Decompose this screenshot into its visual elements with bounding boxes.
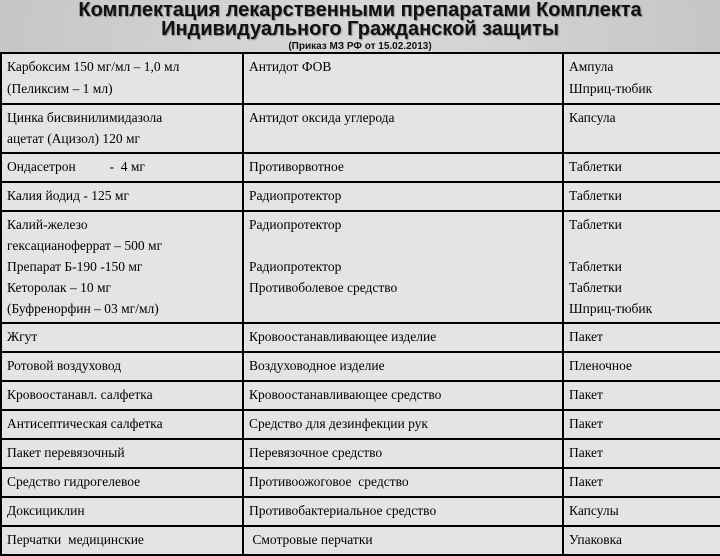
purpose-text: Противобактериальное средство [249, 503, 437, 518]
table-row [1, 323, 720, 352]
drug-text: Ротовой воздуховод [7, 358, 122, 373]
drug-text: Цинка бисвинилимидазола [7, 110, 163, 125]
table-row [1, 497, 720, 526]
purpose-text: Воздуховодное изделие [249, 358, 385, 373]
purpose-text: Антидот оксида углерода [249, 110, 395, 125]
drug-cell [1, 468, 243, 497]
purpose-text: Радиопротектор [249, 259, 342, 274]
form-cell [563, 211, 720, 323]
purpose-text: Перевязочное средство [249, 445, 383, 460]
purpose-cell [243, 182, 563, 211]
form-text: Капсула [569, 110, 616, 125]
drug-text: Препарат Б-190 -150 мг [7, 259, 143, 274]
drug-cell [1, 526, 243, 555]
form-text: Упаковка [569, 532, 622, 547]
drug-text: Перчатки медицинские [7, 532, 144, 547]
form-cell [563, 526, 720, 555]
table-row [1, 410, 720, 439]
form-cell [563, 53, 720, 104]
purpose-text: Противорвотное [249, 159, 344, 174]
purpose-cell [243, 53, 563, 104]
purpose-cell [243, 410, 563, 439]
table-row [1, 352, 720, 381]
drug-text: (Буфренорфин – 03 мг/мл) [7, 301, 159, 316]
table-row [1, 211, 720, 323]
form-cell [563, 468, 720, 497]
table-row [1, 153, 720, 182]
table-row [1, 468, 720, 497]
form-text: Таблетки [569, 280, 622, 295]
table-row [1, 439, 720, 468]
purpose-text: Кровоостанавливающее изделие [249, 329, 437, 344]
drug-cell [1, 211, 243, 323]
form-text: Пакет [569, 387, 603, 402]
purpose-cell [243, 104, 563, 153]
page-title-line-2: Индивидуального Гражданской защиты [161, 18, 559, 40]
purpose-text: Радиопротектор [249, 188, 342, 203]
drug-cell [1, 352, 243, 381]
purpose-cell [243, 211, 563, 323]
drug-cell [1, 439, 243, 468]
purpose-cell [243, 153, 563, 182]
form-text: Таблетки [569, 259, 622, 274]
form-cell [563, 410, 720, 439]
form-text: Ампула [569, 59, 614, 74]
page-title-line-1: Комплектация лекарственными препаратами Комплекта [78, 0, 642, 21]
drug-text: Кровоостанавл. салфетка [7, 387, 153, 402]
table-row [1, 53, 720, 104]
table-row [1, 526, 720, 555]
form-text: Шприц-тюбик [569, 81, 653, 96]
form-text: Таблетки [569, 188, 622, 203]
drug-text: Пакет перевязочный [7, 445, 125, 460]
form-text: Пакет [569, 416, 603, 431]
form-cell [563, 153, 720, 182]
drug-text: ацетат (Ацизол) 120 мг [7, 131, 141, 146]
purpose-cell [243, 439, 563, 468]
drug-cell [1, 381, 243, 410]
purpose-cell [243, 381, 563, 410]
form-text: Шприц-тюбик [569, 301, 653, 316]
drug-text: Средство гидрогелевое [7, 474, 141, 489]
drug-cell [1, 497, 243, 526]
form-cell [563, 323, 720, 352]
drug-cell [1, 410, 243, 439]
form-cell [563, 381, 720, 410]
drug-text: Доксициклин [7, 503, 85, 518]
form-text: Пакет [569, 445, 603, 460]
table-row [1, 104, 720, 153]
table-row [1, 182, 720, 211]
drug-cell [1, 104, 243, 153]
drug-text: Антисептическая салфетка [7, 416, 163, 431]
drug-text: Ондасетрон - 4 мг [7, 159, 145, 174]
drug-cell [1, 153, 243, 182]
form-text: Таблетки [569, 159, 622, 174]
form-cell [563, 182, 720, 211]
page-subtitle: (Приказ МЗ РФ от 15.02.2013) [288, 41, 432, 52]
drug-text: Жгут [7, 329, 38, 344]
purpose-text: Средство для дезинфекции рук [249, 416, 428, 431]
purpose-cell [243, 352, 563, 381]
form-text: Пленочное [569, 358, 633, 373]
drug-text: Карбоксим 150 мг/мл – 1,0 мл [7, 59, 180, 74]
purpose-text: Антидот ФОВ [249, 59, 332, 74]
table-row [1, 381, 720, 410]
drug-cell [1, 323, 243, 352]
form-cell [563, 352, 720, 381]
purpose-cell [243, 468, 563, 497]
form-cell [563, 104, 720, 153]
medications-table [0, 52, 720, 556]
form-text: Таблетки [569, 217, 622, 232]
drug-cell [1, 53, 243, 104]
form-text: Капсулы [569, 503, 619, 518]
purpose-cell [243, 497, 563, 526]
form-cell [563, 439, 720, 468]
purpose-text: Противоболевое средство [249, 280, 398, 295]
drug-text: Кеторолак – 10 мг [7, 280, 112, 295]
drug-text: Калия йодид - 125 мг [7, 188, 129, 203]
form-text: Пакет [569, 474, 603, 489]
purpose-text: Смотровые перчатки [249, 532, 373, 547]
purpose-text: Кровоостанавливающее средство [249, 387, 442, 402]
page-title [0, 0, 720, 39]
drug-text: Калий-железо [7, 217, 88, 232]
drug-text: гексацианоферрат – 500 мг [7, 238, 163, 253]
purpose-text: Противоожоговое средство [249, 474, 409, 489]
drug-cell [1, 182, 243, 211]
drug-text: (Пеликсим – 1 мл) [7, 81, 113, 96]
form-text: Пакет [569, 329, 603, 344]
purpose-cell [243, 323, 563, 352]
purpose-text: Радиопротектор [249, 217, 342, 232]
purpose-cell [243, 526, 563, 555]
form-cell [563, 497, 720, 526]
